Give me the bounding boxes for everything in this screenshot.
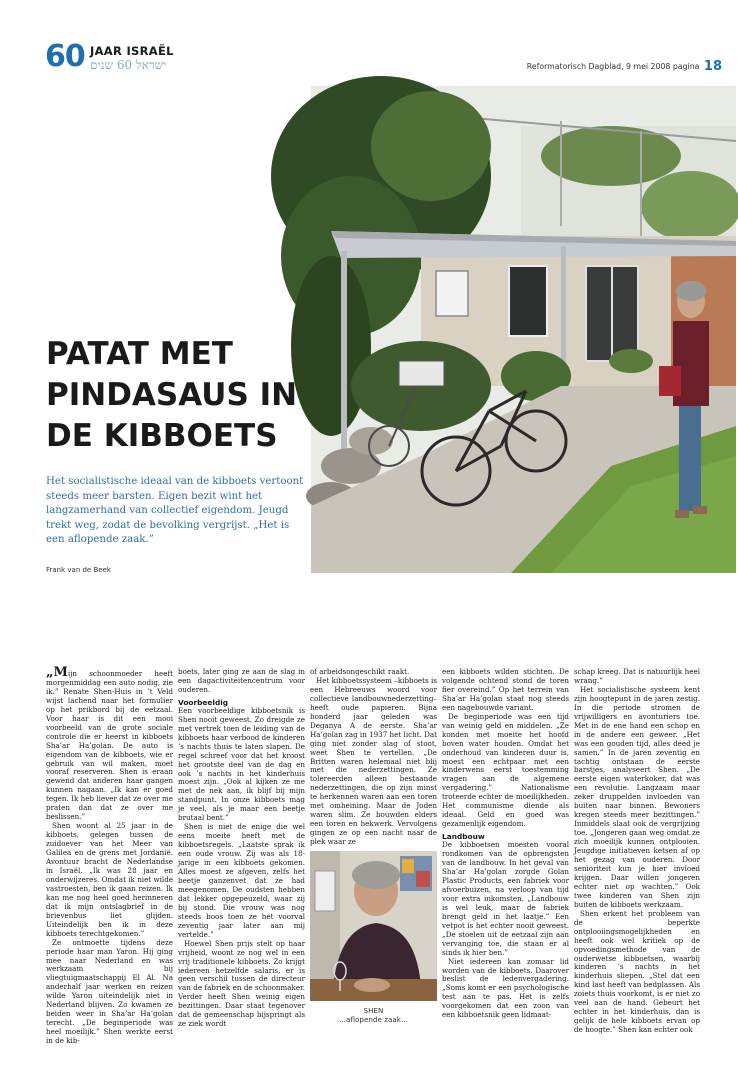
page-header [0, 0, 738, 80]
article-column-3 [310, 667, 437, 847]
caption-text: ...aflopende zaak... [339, 1015, 408, 1024]
body-paragraph: De beginperiode was een tijd van weinig geld en middelen. „Ze konden met moeite het hoofd boven water houden. Omdat het onderhoud van kinderen duur is, moest een echtpaar met een kinderwens eerst toestemming vragen aan de algemene vergadering.” Nationalisme troteerde echter de moeilijkheden. Het communisme diende als ideaal. Geld en goed was gezamenlijk eigendom. [442, 711, 569, 829]
drop-cap: „M [46, 665, 68, 680]
body-paragraph: Niet iedereen kan zomaar lid worden van de kibboets. Daarover beslist de ledenvergadering. „Soms komt er een psychologische test aan te pas. Het is zelfs voorgekomen dat een zoon van een kibboetsnik geen lidmaat- [442, 956, 569, 1020]
caption-name: SHEN [363, 1006, 384, 1015]
body-paragraph: Het socialistische systeem kent zijn hoogtepunt in de jaren zestig. In die periode stromen de vrijwilligers en avonturiers toe. Met in de ene hand een schop en in de andere een geweer. „Het was een gouden tijd, alles deed je samen.” In de jaren zeventig en tachtig ontstaan de eerste barstjes, analyseert Shen. „De eerste eigen waterkoker, dat was een revolutie. Langzaam maar zeker druppelden invloeden van buiten naar binnen. Bewoners kregen steeds meer bezittingen.” Inmiddels slaat ook de vergrijzing toe. „Jongeren gaan weg omdat ze zich moeilijk kunnen ontplooien. Jeugdige initiatieven ketsen af op het gezag van ouderen. Door senioriteit kun je hier invloed krijgen. Daar willen jongeren echter niet op wachten.” Ook twee kinderen van Shen zijn buiten de kibboets werkzaam. [574, 684, 700, 909]
body-paragraph: Het kibboetssysteem –kibboets is een Hebreeuws woord voor collectieve landbouwnederzetting– heeft oude papieren. Bijna honderd jaar geleden was Deganya A de eerste. Sha’ar Ha’golan zag in 1937 het licht. Dat ging niet zonder slag of stoot, weet Shen te vertellen. „De Britten waren helemaal niet blij met die nederzettingen. Ze tolereerden alleen bestaande nederzettingen, die op zijn minst te herkennen waren aan een toren met omheining. Maar de Joden waren slim. Ze bouwden elders een toren en hekwerk. Vervolgens gingen ze op een nacht naar de plek waar ze [310, 675, 437, 847]
article-column-5 [574, 668, 700, 1038]
byline: Frank van de Beek [46, 566, 111, 574]
headline [46, 334, 306, 457]
publication-date: Reformatorisch Dagblad, 9 mei 2008 pagina [526, 62, 700, 71]
portrait-of-shen [310, 851, 437, 1001]
headline-line: PATAT MET [46, 336, 233, 372]
house-with-bicycles-photo [311, 86, 736, 573]
body-paragraph: Een voorbeeldige kibboetsnik is Shen nooit geweest. Zo dreigde ze met vertrek toen de leiding van de kibboets haar verbood de kinderen ’s nachts thuis te laten slapen. De regel schreef voor dat het kroost het grootste deel van de dag en ook ’s nachts in het kinderhuis moest zijn. „Ook al kijken ze me met de nek aan, ik blijf bij mijn standpunt. In onze kibboets mag je veel, als je maar een beetje brutaal bent.” [178, 705, 305, 823]
body-paragraph: „Mijn schoonmoeder heeft morgenmiddag een auto nodig, zie ik.” Renate Shen-Huis in ’t Veld wijst lachend naar het formulier op het prikbord bij de eetzaal. Voor haar is dit een mooi voorbeeld van de grote sociale controle die er heerst in kibboets Sha’ar Ha’golan. De auto is eigendom van de kibboets, wie er gebruik van wil maken, moet vooraf reserveren. Shen is eraan gewend dat anderen haar gangen kunnen nagaan. „Ik kan er goed tegen. Ik heb liever dat ze over me praten dan dat ze over me beslissen.” [46, 665, 173, 822]
lead-paragraph: Het socialistische ideaal van de kibboets vertoont steeds meer barsten. Eigen bezit wint het langzamerhand van collectief eigendom. Jeugd trekt weg, zodat de bevolking vergrijst. „Het is een aflopende zaak.” [46, 476, 304, 546]
main-photo [311, 86, 736, 573]
body-paragraph: Shen is niet de enige die wel eens moeite heeft met de kibboetsregels. „Laatste sprak ik een oude vrouw. Zij was als 18-jarige in een kibboets gekomen. Alles moest ze afgeven, zelfs het beetje ganzenvet dat ze had meegenomen. De oudsten hebben dat lekker opgepeuzeld, waar zij bij stond. Die vrouw was nog steeds boos toen ze het voorval zeventig jaar later aan mij vertelde.” [178, 822, 305, 939]
page-number: 18 [703, 59, 722, 74]
logo-hebrew: ישראל 60 שנים [90, 58, 167, 72]
body-paragraph: schap kreeg. Dat is natuurlijk heel wrang.” [574, 667, 700, 685]
page-meta [527, 60, 722, 74]
portrait-photo [310, 851, 437, 1001]
logo-title: JAAR ISRAËL [90, 44, 174, 58]
body-paragraph: Shen erkent het probleem van de beperkte ontplooiingsmogelijkheden en heeft ook wel kritiek op de opvoedingsmethode van de ouderwetse kibboetsen, waarbij kinderen ’s nachts in het kinderhuis sliepen. „Stel dat een kind last heeft van bedplassen. Als zoiets thuis voorkomt, is er niet zo veel aan de hand. Gebeurt het echter in het kinderhuis, dan is gelijk de hele kibboets ervan op de hoogte.” Shen kan echter ook [574, 908, 700, 1035]
body-paragraph: boets, later ging ze aan de slag in een dagactiviteitencentrum voor ouderen. [178, 667, 305, 694]
logo-number: 60 [45, 39, 85, 74]
article-column-2 [178, 668, 305, 1038]
subheading: Landbouw [442, 832, 485, 842]
body-paragraph: Shen woont al 25 jaar in de kibboets, gelegen tussen de zuidoever van het Meer van Galilea en de grens met Jordanië. Avontuur bracht de Nederlandse in Israël. „Ik was 28 jaar en onderwijzeres. Omdat ik niet wilde vastroesten, ben ik gaan reizen. Ik kan me nog heel goed herinneren dat ik mijn ontslagbrief in de brievenbus liet glijden. Uiteindelijk ben ik in deze kibboets terechtgekomen.” [46, 821, 173, 938]
article-column-1 [46, 665, 173, 1046]
body-paragraph: een kibboets wilden stichten. De volgende ochtend stond de toren fier overeind.” Op het terrein van Sha’ar Ha’golan staat nog steeds een nagebouwde variant. [442, 667, 569, 712]
headline-line: DE KIBBOETS [46, 418, 278, 454]
photo-caption [310, 1006, 437, 1024]
body-paragraph: of arbeidsongeschikt raakt. [310, 667, 410, 676]
body-paragraph: Hoewel Shen prijs stelt op haar vrijheid, woont ze nog wel in een vrij traditionele kibboets. Zo krijgt iedereen hetzelfde salaris, er is geen verschil tussen de directeur van de fabriek en de schoonmaker. Verder heeft Shen weinig eigen bezittingen. Daar staat tegenover dat de gemeenschap bijspringt als ze ziek wordt [178, 938, 305, 1029]
headline-line: PINDASAUS IN [46, 377, 298, 413]
subheading: Voorbeeldig [178, 697, 229, 707]
body-paragraph: Ze ontmoette tijdens deze periode haar man Yaron. Hij ging mee naar Nederland en was werkzaam bij vliegtuigmaatschappij El Al. Na anderhalf jaar werken en reizen wilde Yaron uiteindelijk niet in Nederland blijven. Zo kwamen ze beiden weer in Sha’ar Ha’golan terecht. „De beginperiode was heel moeilijk.” Shen werkte eerst in de kib- [46, 937, 173, 1046]
body-paragraph: De kibboetsen moesten vooral rondkomen van de opbrengsten van de landbouw. In het geval van Sha’ar Ha’golan zorgde Golan Plastic Products, een fabriek voor afvoerbuizen, na verloop van tijd voor extra inkomsten. „Landbouw is wel leuk, maar de fabriek brengt geld in het laatje.” Een vetpot is het echter nooit geweest. „De stoelen uit de eetzaal zijn aan vervanging toe, die staan er al sinds ik hier ben.” [442, 840, 569, 957]
article-column-4 [442, 668, 569, 1038]
